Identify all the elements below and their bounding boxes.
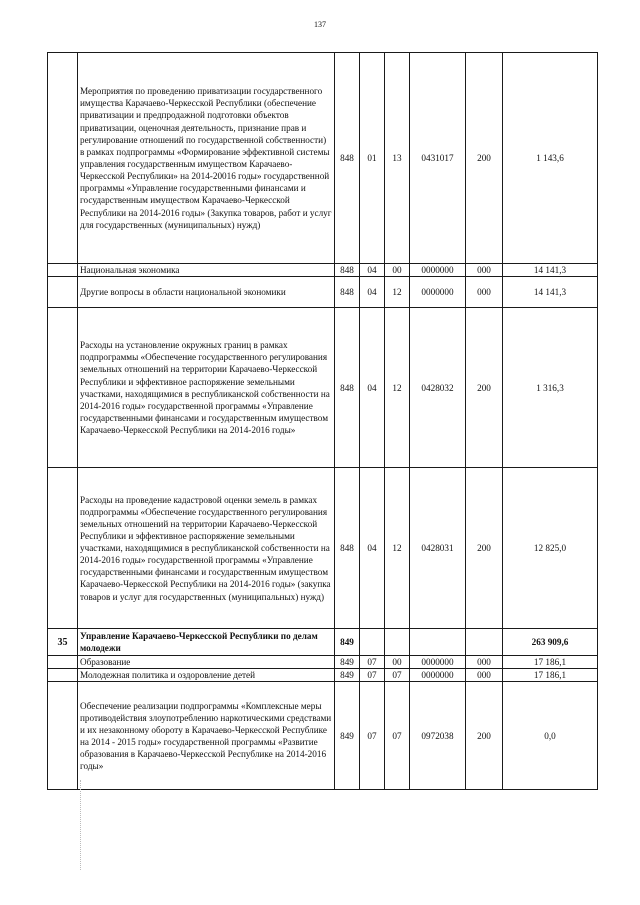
amount: 0,0 (503, 682, 598, 790)
target-article-code: 0000000 (410, 669, 466, 682)
subsection-code: 12 (385, 308, 410, 468)
row-description: Мероприятия по проведению приватизации государственного имущества Карачаево-Черкесской Республики (обеспечение приватизации и предпродажной подготовки объектов приватизации, оценочная деятельность, признание прав и регулирование отношений по государственной собственности) в рамках подпрограммы «Формирование эффективной системы управления государственным имуществом Карачаево-Черкесской Республики» на 2014-20016 годы» государственной программы «Управление государственными финансами и государственным имуществом Карачаево-Черкесской Республики на 2014-2016 годы» (Закупка товаров, работ и услуг для государственных (муниципальных) нужд) (78, 53, 335, 264)
expense-type-code: 200 (466, 682, 503, 790)
section-code: 07 (360, 656, 385, 669)
row-description: Другие вопросы в области национальной экономики (78, 277, 335, 308)
subsection-code: 00 (385, 656, 410, 669)
row-number (48, 669, 78, 682)
grbs-code: 848 (335, 264, 360, 277)
row-number (48, 308, 78, 468)
subsection-code: 00 (385, 264, 410, 277)
target-article-code: 0000000 (410, 656, 466, 669)
expense-type-code: 000 (466, 264, 503, 277)
subsection-code: 07 (385, 669, 410, 682)
expense-type-code: 000 (466, 656, 503, 669)
subsection-code: 13 (385, 53, 410, 264)
table-row (48, 308, 598, 468)
target-article-code: 0428032 (410, 308, 466, 468)
expense-type-code: 200 (466, 468, 503, 629)
grbs-code: 848 (335, 277, 360, 308)
section-code: 07 (360, 682, 385, 790)
page-number: 137 (314, 20, 326, 29)
row-number (48, 656, 78, 669)
section-code (360, 629, 385, 656)
amount: 17 186,1 (503, 669, 598, 682)
row-description: Расходы на проведение кадастровой оценки земель в рамках подпрограммы «Обеспечение государственного регулирования земельных отношений на территории Карачаево-Черкесской Республики и эффективное распоряжение земельными участками, находящимися в республиканской собственности на 2014-2016 годы» государственной программы «Управление государственными финансами и государственным имуществом Карачаево-Черкесской Республики на 2014-2016 годы» (закупка товаров и услуг для государственных (муниципальных) нужд) (78, 468, 335, 629)
amount: 14 141,3 (503, 264, 598, 277)
target-article-code: 0428031 (410, 468, 466, 629)
subsection-code: 12 (385, 468, 410, 629)
amount: 263 909,6 (503, 629, 598, 656)
row-number (48, 277, 78, 308)
table-row (48, 682, 598, 790)
grbs-code: 848 (335, 53, 360, 264)
target-article-code: 0972038 (410, 682, 466, 790)
amount: 12 825,0 (503, 468, 598, 629)
target-article-code: 0000000 (410, 264, 466, 277)
row-description: Расходы на установление окружных границ в рамках подпрограммы «Обеспечение государственного регулирования земельных отношений на территории Карачаево-Черкесской Республики и эффективное распоряжение земельными участками, находящимися в республиканской собственности на 2014-2016 годы» государственной программы «Управление государственными финансами и государственным имуществом Карачаево-Черкесской Республики на 2014-2016 годы» (78, 308, 335, 468)
table-row (48, 629, 598, 656)
grbs-code: 848 (335, 468, 360, 629)
row-number (48, 468, 78, 629)
table-row (48, 669, 598, 682)
row-number (48, 264, 78, 277)
subsection-code (385, 629, 410, 656)
amount: 1 316,3 (503, 308, 598, 468)
margin-line (80, 780, 81, 870)
row-number: 35 (48, 629, 78, 656)
grbs-code: 849 (335, 669, 360, 682)
expense-type-code: 000 (466, 277, 503, 308)
table-row (48, 656, 598, 669)
grbs-code: 849 (335, 629, 360, 656)
budget-table (47, 52, 598, 790)
grbs-code: 848 (335, 308, 360, 468)
row-description: Образование (78, 656, 335, 669)
row-description: Молодежная политика и оздоровление детей (78, 669, 335, 682)
subsection-code: 12 (385, 277, 410, 308)
row-description: Обеспечение реализации подпрограммы «Комплексные меры противодействия злоупотреблению наркотическими средствами и их незаконному обороту в Карачаево-Черкесской Республике на 2014 - 2015 годы» государственной программы «Развитие образования в Карачаево-Черкесской Республике на 2014-2016 годы» (78, 682, 335, 790)
target-article-code: 0431017 (410, 53, 466, 264)
expense-type-code (466, 629, 503, 656)
expense-type-code: 000 (466, 669, 503, 682)
table-row (48, 277, 598, 308)
section-code: 04 (360, 264, 385, 277)
row-description: Национальная экономика (78, 264, 335, 277)
expense-type-code: 200 (466, 308, 503, 468)
section-code: 04 (360, 308, 385, 468)
section-code: 04 (360, 277, 385, 308)
target-article-code (410, 629, 466, 656)
row-number (48, 682, 78, 790)
table-row (48, 264, 598, 277)
section-code: 04 (360, 468, 385, 629)
amount: 17 186,1 (503, 656, 598, 669)
grbs-code: 849 (335, 656, 360, 669)
target-article-code: 0000000 (410, 277, 466, 308)
section-code: 07 (360, 669, 385, 682)
table-row (48, 468, 598, 629)
subsection-code: 07 (385, 682, 410, 790)
expense-type-code: 200 (466, 53, 503, 264)
amount: 14 141,3 (503, 277, 598, 308)
table-row (48, 53, 598, 264)
grbs-code: 849 (335, 682, 360, 790)
row-number (48, 53, 78, 264)
section-code: 01 (360, 53, 385, 264)
amount: 1 143,6 (503, 53, 598, 264)
row-description: Управление Карачаево-Черкесской Республики по делам молодежи (78, 629, 335, 656)
